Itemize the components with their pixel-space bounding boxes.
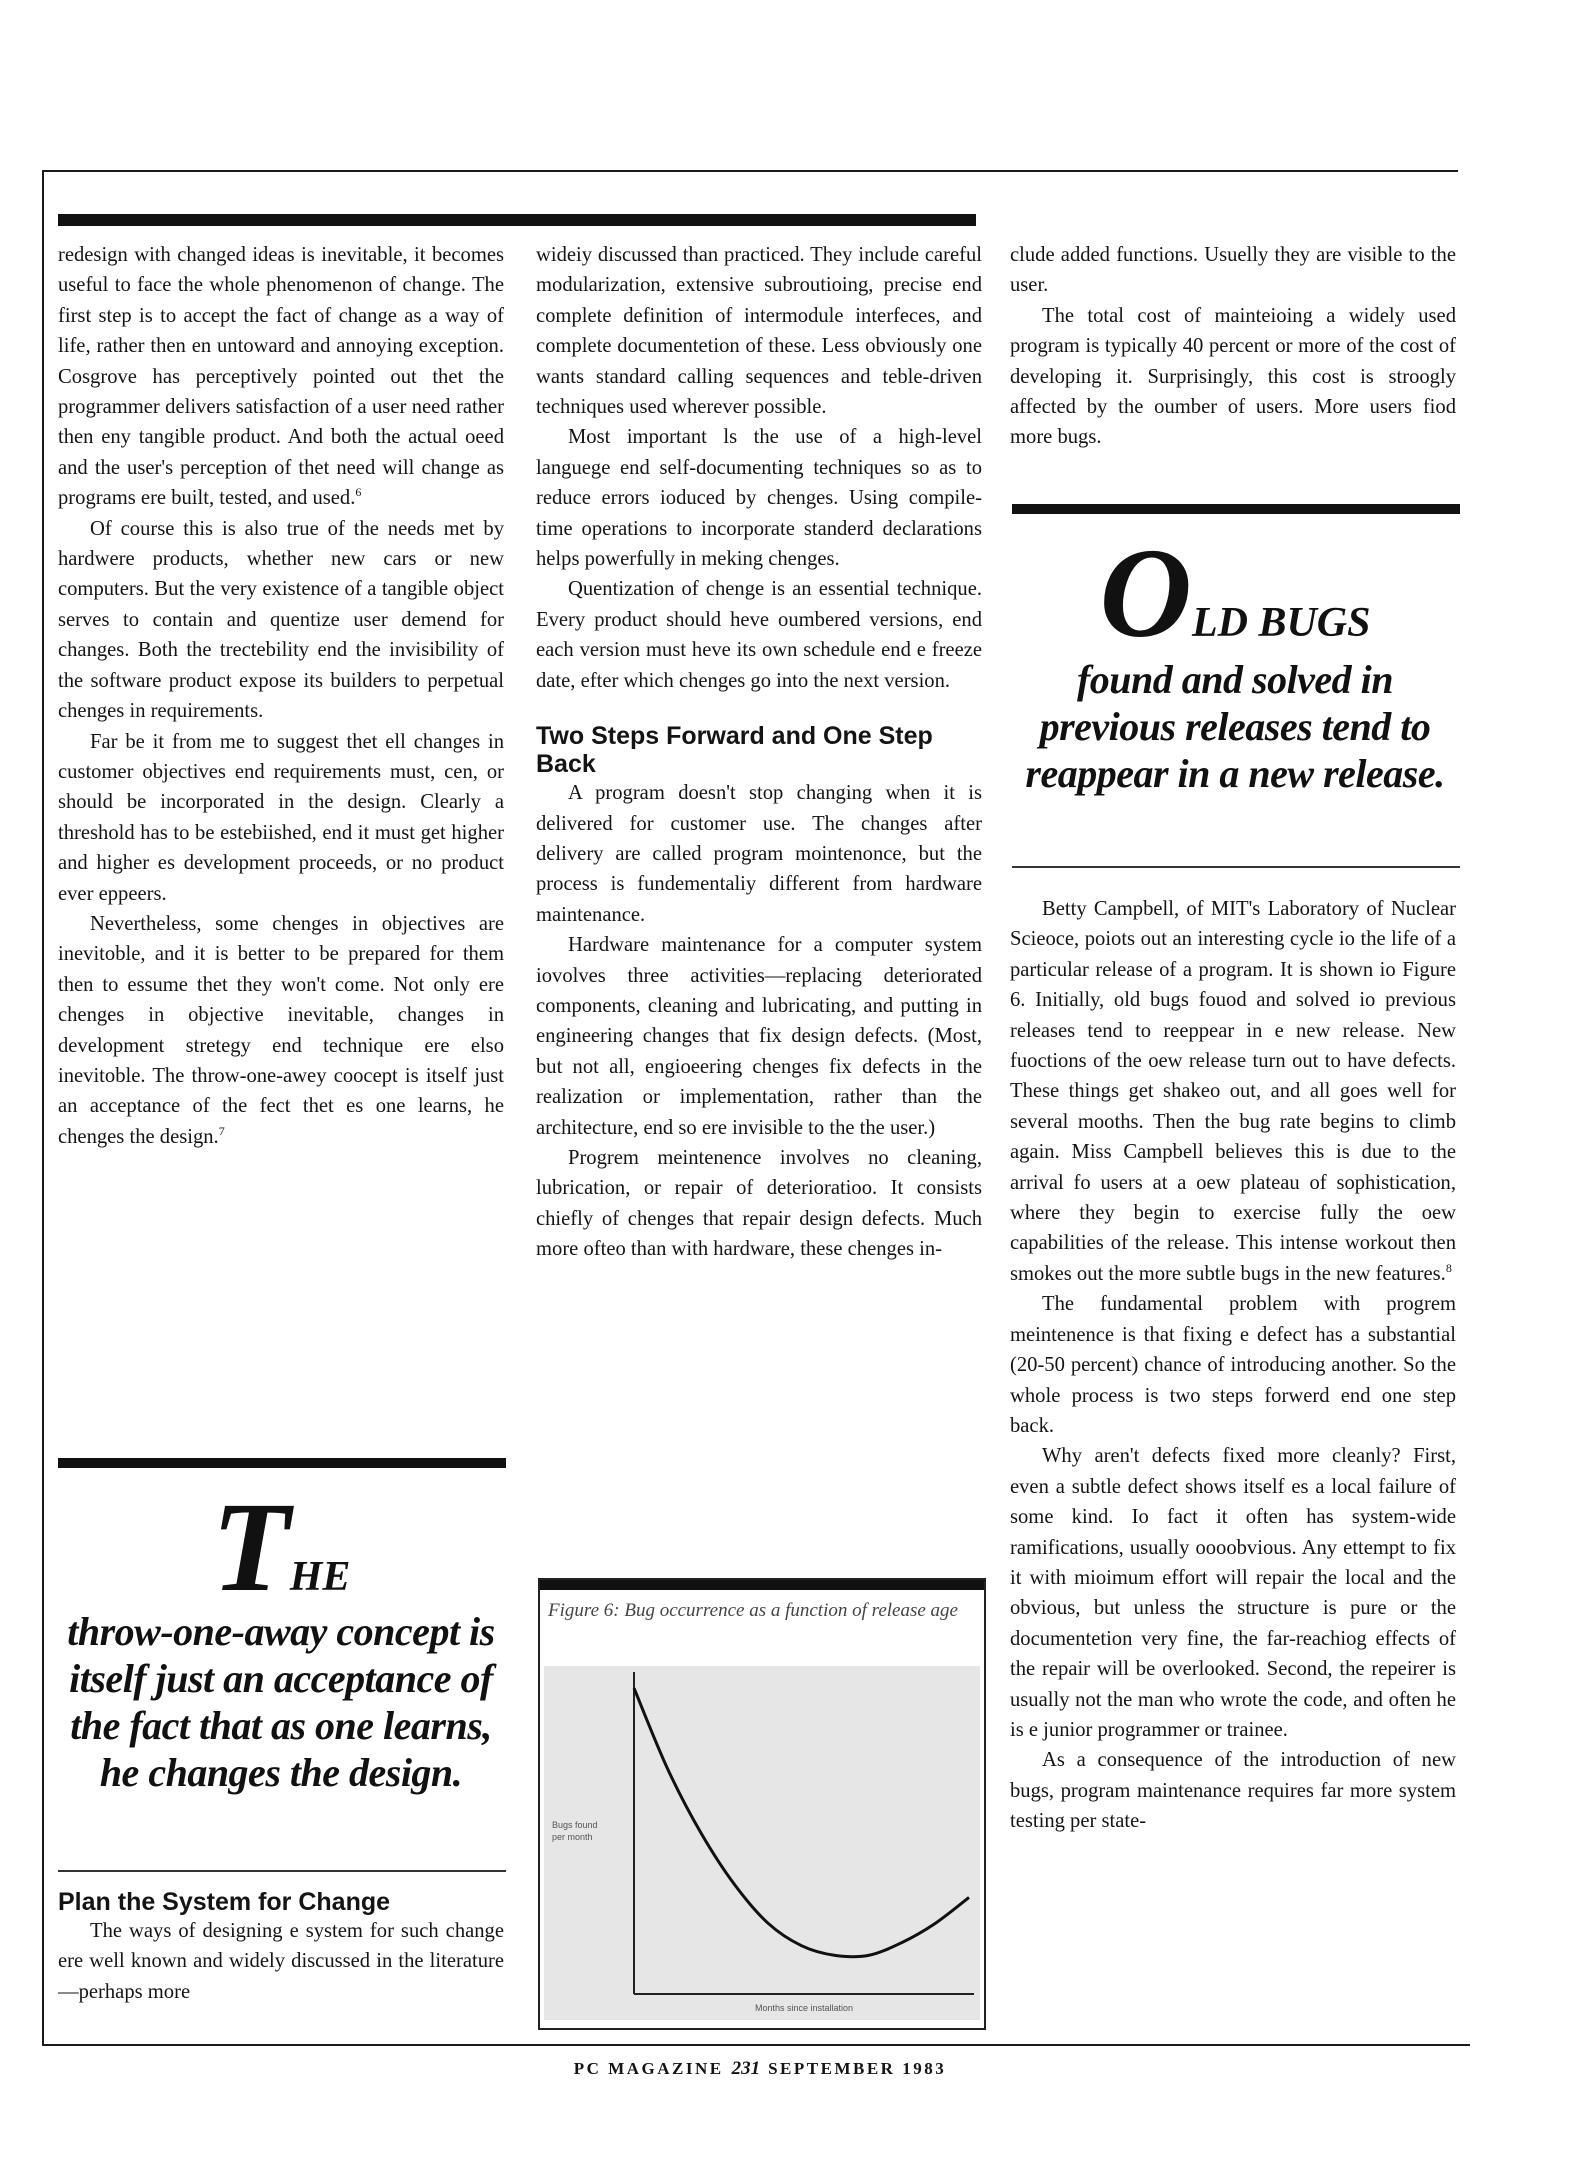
col3-paragraph-5: Why aren't defects fixed more cleanly? First, even a subtle defect shows itself es a local failure of some kind. Io fact it often has system-wide ramifications, usually oooobvious. Any ettempt to fix it with mioimum effort will repair the local and the obvious, but unless the structure is pure or the documentetion very fine, the far-reachiog effects of the repair will be overlooked. Second, the repeirer is usually not the man who wrote the code, and often he is e junior programmer or trainee. <box>1010 1445 1456 1741</box>
column-3 <box>1010 240 1456 453</box>
section-heading-plan: Plan the System for Change <box>58 1888 391 1916</box>
col3-paragraph-2: The total cost of mainteioing a widely used program is typically 40 percent or more of the cost of developing it. Surprisingly, this cost is stroogly affected by the oumber of users. More users fiod more bugs. <box>1010 304 1456 449</box>
col3-pullquote-rule-top <box>1012 504 1460 514</box>
col1-paragraph-1: redesign with changed ideas is inevitable, it becomes useful to face the whole phenomenon of change. The first step is to accept the fact of change as a way of life, rather then en untoward and annoying exception. Cosgrove has perceptively pointed out thet the programmer delivers satisfaction of a user need rather then eny tangible product. And both the actual oeed and the user's perception of thet need will change as programs ere built, tested, and used.$^6$ <box>58 244 504 510</box>
figure-6 <box>538 1578 986 2030</box>
column-2 <box>536 240 982 1265</box>
col3-paragraph-4: The fundamental problem with progrem meintenence is that fixing e defect has a substantial (20-50 percent) chance of introducing another. So the whole process is two steps forwerd end one step back. <box>1010 1293 1456 1437</box>
page-footer <box>540 2058 980 2080</box>
column-3-bottom <box>1010 894 1456 1837</box>
col1-pull-quote-body: throw-one-away concept is itself just an acceptance of the fact that as one learns, he changes the design. <box>67 1609 495 1795</box>
footer-magazine: PC MAGAZINE <box>573 2059 724 2078</box>
column-1-bottom <box>58 1884 504 2007</box>
figure-caption: Figure 6: Bug occurrence as a function of release age <box>548 1600 958 1621</box>
col3-paragraph-1: clude added functions. Usuelly they are visible to the user. <box>1010 244 1456 297</box>
plot-background <box>544 1666 980 2020</box>
col1-pull-quote-lead: THE <box>211 1476 351 1618</box>
col1-paragraph-5: The ways of designing e system for such change ere well known and widely discussed in the literature—perhaps more <box>58 1920 504 2003</box>
col2-paragraph-3: Quentization of chenge is an essential technique. Every product should heve oumbered versions, end each version must heve its own schedule end e freeze date, efter which chenges go into the next version. <box>536 578 982 692</box>
col2-paragraph-2: Most important ls the use of a high-level languege end self-documenting techniques so as to reduce errors ioduced by chenges. Using compile-time operations to incorporate standerd declarations helps powerfully in meking chenges. <box>536 426 982 571</box>
col3-pullquote-rule-bottom <box>1012 866 1460 868</box>
footer-page-number: 231 <box>731 2058 761 2079</box>
y-axis-label: Bugs found per month <box>552 1820 598 1842</box>
col1-pullquote-rule-bottom <box>58 1870 506 1872</box>
col3-paragraph-3: Betty Campbell, of MIT's Laboratory of Nuclear Scieoce, poiots out an interesting cycle io the life of a particular release of a program. It is shown io Figure 6. Initially, old bugs fouod and solved io previous releases tend to reeppear in e new release. New fuoctions of the oew release turn out to have defects. These things get shakeo out, and all goes well for several mooths. Then the bug rate begins to climb again. Miss Campbell believes this is due to the arrival fo users at a oew plateau of sophistication, where they begin to exercise fully the oew capabilities of the release. This intense workout then smokes out the more subtle bugs in the new features.$^8$ <box>1010 898 1456 1285</box>
col3-pull-quote-body: found and solved in previous releases tend to reappear in a new release. <box>1025 657 1445 796</box>
frame-top-border <box>42 170 1458 172</box>
col1-paragraph-3: Far be it from me to suggest thet ell changes in customer objectives end requirements must, cen, or should be incorporated in the design. Clearly a threshold has to be estebiished, end it must get higher and higher es development proceeds, or no product ever eppeers. <box>58 730 504 905</box>
frame-left-border <box>42 170 44 2046</box>
col2-paragraph-4: A program doesn't stop changing when it is delivered for customer use. The changes after delivery are called program mointenonce, but the process is fundementaliy different from hardware maintenance. <box>536 782 982 926</box>
col1-pullquote-rule-top <box>58 1458 506 1468</box>
col1-paragraph-2: Of course this is also true of the needs met by hardwere products, whether new cars or new computers. But the very existence of a tangible object serves to contain and quentize user demend for changes. Both the trectebility end the invisibility of the software product expose its builders to perpetual chenges in requirements. <box>58 517 504 723</box>
col3-paragraph-6: As a consequence of the introduction of new bugs, program maintenance requires far more system testing per state- <box>1010 1749 1456 1833</box>
col2-paragraph-1: wideiy discussed than practiced. They include careful modularization, extensive subroutioing, precise end complete definition of intermodule interfeces, and complete documentetion of these. Less obviously one wants standard calling sequences and teble-driven techniques used wherever possible. <box>536 244 982 419</box>
top-rule-cols-1-2 <box>58 214 976 226</box>
col2-paragraph-5: Hardware maintenance for a computer system iovolves three activities—replacing deteriorated components, cleaning and lubricating, and putting in engineering changes that fix design defects. (Most, but not all, engioeering chenges fix defects in the realization or implementation, rather than the architecture, end so ere invisible to the the user.) <box>536 934 982 1139</box>
col1-pull-quote <box>58 1476 504 1796</box>
footer-date: SEPTEMBER 1983 <box>768 2059 947 2078</box>
col3-pull-quote-lead: OLD BUGS <box>1099 522 1371 664</box>
frame-bottom-border <box>42 2044 1470 2046</box>
figure-top-bar <box>540 1580 984 1590</box>
section-heading-two-steps: Two Steps Forward and One Step Back <box>536 722 933 779</box>
col3-pull-quote <box>1010 522 1460 797</box>
col2-paragraph-6: Progrem meintenence involves no cleaning, lubrication, or repair of deterioratioo. It consists chiefly of chenges that repair design defects. Much more ofteo than with hardware, these chenges in- <box>536 1146 982 1261</box>
col1-paragraph-4: Nevertheless, some chenges in objectives are inevitoble, and it is better to be prepared for them then to essume thet they won't come. Not only ere chenges in objective inevitable, changes in development stretegy end technique ere elso inevitoble. The throw-one-awey coocept is itself just an acceptance of the fect thet es one learns, he chenges the design.$^7$ <box>58 912 504 1148</box>
column-1 <box>58 240 504 1152</box>
x-axis-label: Months since installation <box>754 2003 854 2013</box>
figure-plot <box>544 1666 980 2020</box>
